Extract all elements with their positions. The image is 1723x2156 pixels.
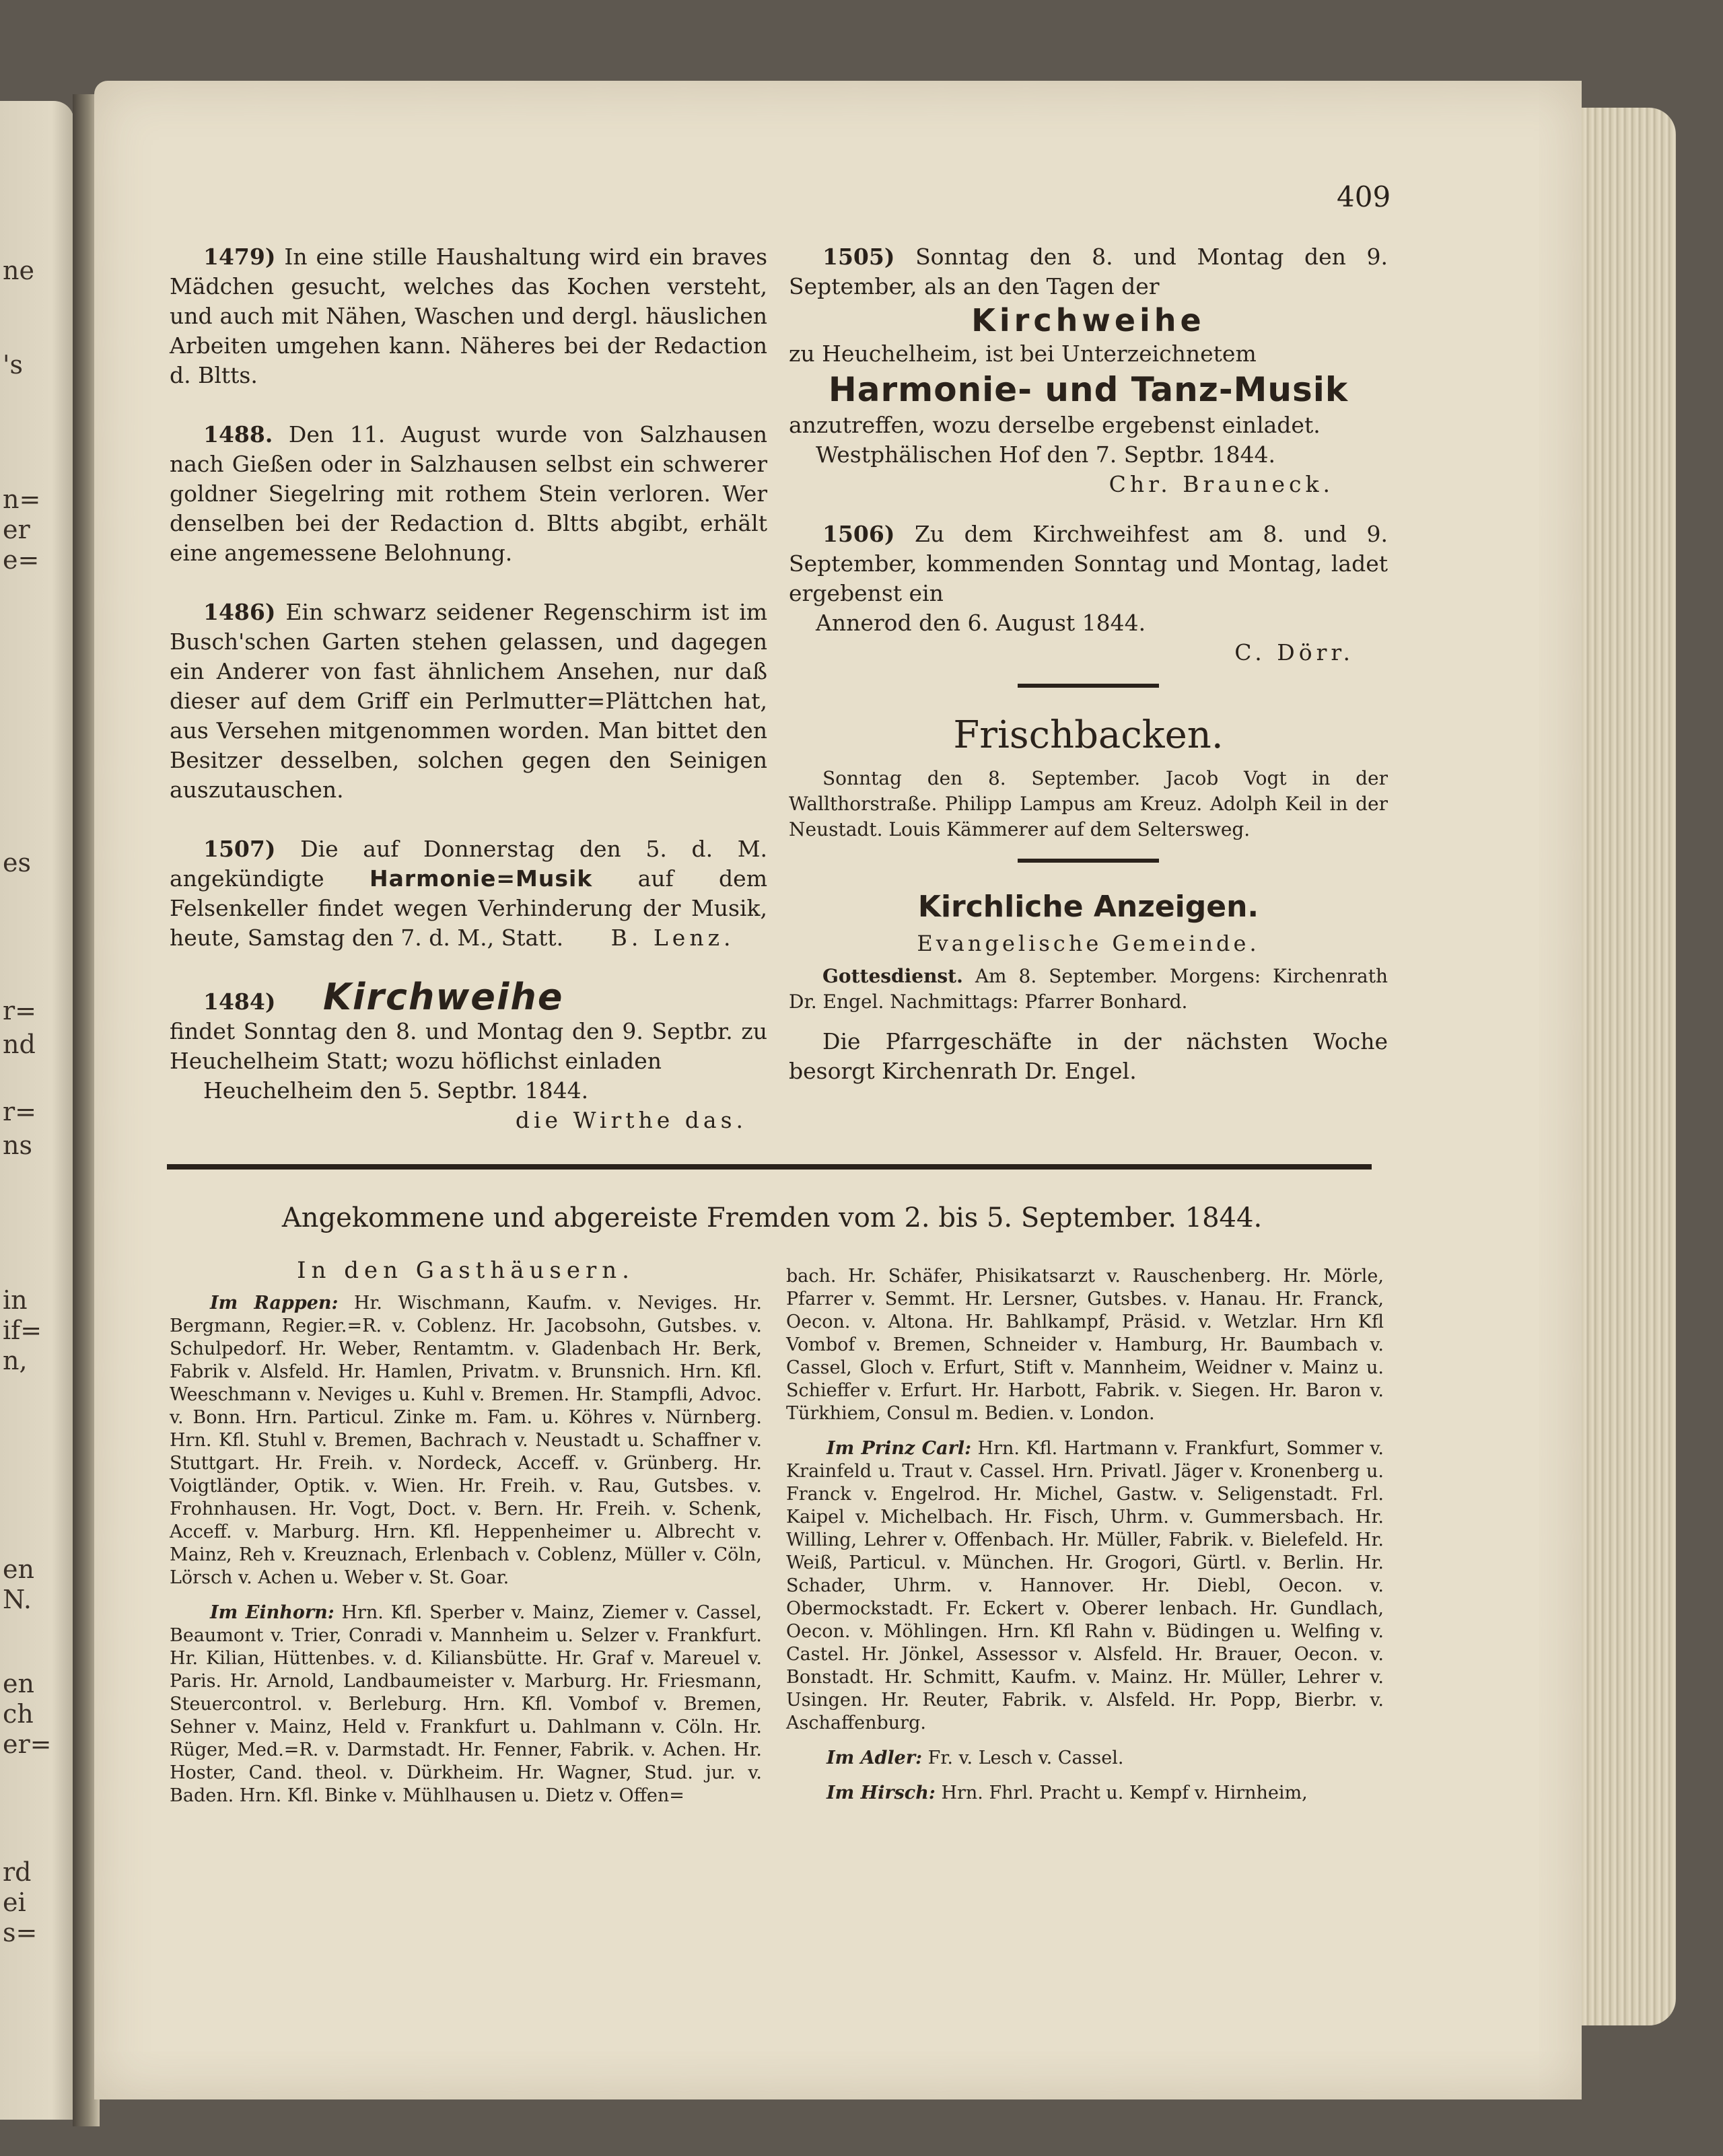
ad-text: In eine stille Haushaltung wird ein braves Mädchen gesucht, welches das Kochen versteht, und auch mit Nähen, Waschen und dergl. häuslichen Arbeiten umgehen kann. Näheres bei der Redaction d. Bltts.: [170, 244, 768, 388]
ad-signature: B. Lenz.: [610, 925, 735, 951]
left-fragment: ne: [3, 256, 34, 285]
left-fragment: en: [3, 1554, 34, 1584]
ad-heading: Kirchweihe: [322, 976, 564, 1018]
page-edges: [1575, 108, 1676, 2025]
ad-number: 1507): [203, 836, 276, 862]
ad-1505: [789, 242, 1388, 499]
arrivals-title: Angekommene und abgereiste Fremden vom 2. bis 5. September. 1844.: [281, 1202, 1263, 1233]
left-fragment: en: [3, 1669, 34, 1698]
section-title: Frischbacken.: [953, 713, 1224, 757]
inn-name: Im Einhorn:: [210, 1602, 335, 1623]
ad-1484: [170, 976, 767, 1135]
left-fragment: n=: [3, 484, 41, 514]
ad-text: Ein schwarz seidener Regenschirm ist im Busch'schen Garten stehen gelassen, und dagegen ein Anderer von fast ähnlichem Ansehen, nur daß dieser auf dem Griff ein Perlmutter=Plättchen hat, aus Versehen mitgenommen worden. Man bittet den Besitzer desselben, solchen gegen den Seinigen auszutauschen.: [170, 599, 767, 803]
ad-1488: [170, 420, 767, 568]
ad-place-date: Annerod den 6. August 1844.: [816, 610, 1146, 636]
left-fragment: er: [3, 515, 30, 544]
inn-entry: [170, 1602, 762, 1807]
inn-guests: Hrn. Fhrl. Pracht u. Kempf v. Hirnheim,: [941, 1783, 1308, 1803]
ad-signature: die Wirthe das.: [515, 1107, 747, 1133]
section-subtitle: Evangelische Gemeinde.: [917, 931, 1260, 956]
ad-1506: [789, 519, 1388, 668]
ad-place-date: Heuchelheim den 5. Septbr. 1844.: [203, 1077, 589, 1104]
left-fragment: es: [3, 848, 31, 877]
church-service: [789, 964, 1388, 1015]
left-fragment: er=: [3, 1729, 52, 1759]
church-note: Die Pfarrgeschäfte in der nächsten Woche besorgt Kirchenrath Dr. Engel.: [789, 1028, 1388, 1084]
inn-name: Im Hirsch:: [827, 1783, 936, 1803]
left-fragment: nd: [3, 1030, 36, 1059]
ad-text: Sonntag den 8. und Montag den 9. September, als an den Tagen der: [789, 244, 1388, 299]
ad-text: anzutreffen, wozu derselbe ergebenst einladet.: [789, 412, 1321, 438]
inn-entry: [786, 1747, 1384, 1770]
ad-place-date: Westphälischen Hof den 7. Septbr. 1844.: [816, 441, 1276, 468]
left-fragment: if=: [3, 1316, 42, 1345]
left-fragment: ns: [3, 1130, 32, 1160]
section-divider: [1018, 859, 1159, 863]
ad-number: 1505): [822, 244, 895, 270]
left-page-edge: [0, 101, 74, 2120]
ad-heading: Kirchweihe: [971, 302, 1205, 338]
ad-text: findet Sonntag den 8. und Montag den 9. Septbr. zu Heuchelheim Statt; wozu höflichst einladen: [170, 1018, 767, 1074]
ad-number: 1488.: [203, 421, 273, 447]
arrivals-left-column: [170, 1292, 762, 1820]
ad-signature: C. Dörr.: [1234, 639, 1354, 666]
section-text: Sonntag den 8. September. Jacob Vogt in der Wallthorstraße. Philipp Lampus am Kreuz. Adolph Keil in der Neustadt. Louis Kämmerer auf dem Seltersweg.: [789, 767, 1388, 840]
service-label: Gottesdienst.: [822, 965, 963, 987]
section-divider: [1018, 684, 1159, 688]
left-fragment: ei: [3, 1888, 26, 1917]
right-column: [789, 242, 1388, 1086]
inn-guests: Hr. Wischmann, Kaufm. v. Neviges. Hr. Bergmann, Regier.=R. v. Coblenz. Hr. Jacobsohn, Gutsbes. v. Schulpedorf. Hr. Weber, Rentamtm. v. Gladenbach Hr. Berk, Fabrik v. Alsfeld. Hr. Hamlen, Privatm. v. Brunsnich. Hrn. Kfl. Weeschmann v. Neviges u. Kuhl v. Bremen. Hr. Stampfli, Advoc. v. Bonn. Hrn. Particul. Zinke m. Fam. u. Köhres v. Nürnberg. Hrn. Kfl. Stuhl v. Bremen, Bachrach v. Neustadt u. Schaffner v. Stuttgart. Hr. Freih. v. Nordeck, Acceff. v. Grünberg. Hr. Voigtländer, Optik. v. Wien. Hr. Freih. v. Rau, Gutsbes. v. Frohnhausen. Hr. Vogt, Doct. v. Bern. Hr. Freih. v. Schenk, Acceff. v. Marburg. Hrn. Kfl. Heppenheimer u. Albrecht v. Mainz, Reh v. Kreuznach, Erlenbach v. Coblenz, Müller v. Cöln, Lörsch v. Achen u. Weber v. St. Goar.: [170, 1293, 762, 1588]
arrivals-subtitle: In den Gasthäusern.: [297, 1257, 635, 1284]
ad-emphasis: Harmonie=Musik: [370, 865, 593, 892]
ad-number: 1486): [203, 599, 276, 625]
inn-guests: Fr. v. Lesch v. Cassel.: [927, 1748, 1124, 1768]
frischbacken-section: [789, 712, 1388, 842]
ad-text: auf dem Felsenkeller findet wegen Verhinderung der Musik, heute, Samstag den 7. d. M., Statt.: [170, 865, 767, 951]
inn-guests: Hrn. Kfl. Hartmann v. Frankfurt, Sommer v. Krainfeld u. Traut v. Cassel. Hrn. Privatl. Jäger v. Kronenberg u. Franck v. Engelrod. Hr. Michel, Gastw. v. Seligenstadt. Frl. Kaipel v. Michelbach. Hr. Fisch, Uhrm. v. Gummersbach. Hr. Willing, Lehrer v. Offenbach. Hr. Müller, Fabrik. v. Bielefeld. Hr. Weiß, Particul. v. München. Hr. Grogori, Gürtl. v. Berlin. Hr. Schader, Uhrm. v. Hannover. Hr. Diebl, Oecon. v. Obermockstadt. Fr. Eckert v. Oberer lenbach. Hr. Gundlach, Oecon. v. Möhlingen. Hrn. Kfl Rahn v. Büdingen u. Welfing v. Castel. Hr. Jönkel, Assessor v. Alsfeld. Hr. Brauer, Oecon. v. Bonstadt. Hr. Schmitt, Kaufm. v. Mainz. Hr. Müller, Lehrer v. Usingen. Hr. Reuter, Fabrik. v. Alsfeld. Hr. Popp, Bierbr. v. Aschaffenburg.: [786, 1438, 1384, 1733]
inn-entry-continued: [786, 1265, 1384, 1425]
section-title: Kirchliche Anzeigen.: [917, 890, 1259, 924]
left-fragment: s=: [3, 1918, 38, 1947]
ad-1486: [170, 598, 767, 805]
inn-entry: [170, 1292, 762, 1589]
ad-text: zu Heuchelheim, ist bei Unterzeichnetem: [789, 340, 1257, 367]
left-column: [170, 242, 767, 1165]
inn-guests: bach. Hr. Schäfer, Phisikatsarzt v. Rauschenberg. Hr. Mörle, Pfarrer v. Semmt. Hr. Lersner, Gutsbes. v. Hanau. Hr. Franck, Oecon. v. Altona. Hr. Bahlkampf, Präsid. v. Wetzlar. Hrn Kfl Vombof v. Bremen, Schneider v. Hamburg, Hr. Baumbach v. Cassel, Gloch v. Erfurt, Stift v. Mannheim, Weidner v. Mainz u. Schieffer v. Erfurt. Hr. Harbott, Fabrik. v. Siegen. Hr. Baron v. Türkhiem, Consul m. Bedien. v. London.: [786, 1266, 1384, 1424]
ad-1479: [170, 242, 767, 390]
left-fragment: 's: [3, 350, 23, 380]
inn-name: Im Prinz Carl:: [827, 1438, 972, 1459]
left-fragment: r=: [3, 1097, 37, 1126]
left-fragment: N.: [3, 1585, 32, 1614]
page-number: 409: [1337, 180, 1391, 213]
ad-harmony-heading: Harmonie- und Tanz-Musik: [828, 370, 1349, 409]
inn-entry: [786, 1437, 1384, 1735]
ad-number: 1479): [203, 244, 276, 270]
ad-text: Die auf Donnerstag den 5. d. M. angekündigte: [170, 836, 767, 892]
service-text: Am 8. September. Morgens: Kirchenrath Dr. Engel. Nachmittags: Pfarrer Bonhard.: [789, 965, 1388, 1013]
ad-1507: [170, 834, 767, 953]
inn-name: Im Rappen:: [210, 1293, 339, 1314]
ad-number: 1506): [822, 521, 895, 547]
arrivals-right-column: [786, 1265, 1384, 1817]
left-fragment: e=: [3, 545, 40, 575]
left-fragment: rd: [3, 1857, 32, 1887]
ad-number: 1484): [203, 989, 276, 1015]
horizontal-rule: [167, 1164, 1372, 1170]
ad-text: Zu dem Kirchweihfest am 8. und 9. September, kommenden Sonntag und Montag, ladet ergebenst ein: [789, 521, 1388, 606]
left-fragment: in: [3, 1285, 28, 1315]
inn-entry: [786, 1782, 1384, 1805]
ad-signature: Chr. Brauneck.: [1109, 471, 1334, 497]
church-section: [789, 887, 1388, 1086]
left-fragment: ch: [3, 1699, 34, 1729]
left-fragment: n,: [3, 1346, 28, 1375]
inn-guests: Hrn. Kfl. Sperber v. Mainz, Ziemer v. Cassel, Beaumont v. Trier, Conradi v. Mannheim u. Selzer v. Frankfurt. Hr. Kilian, Hüttenbes. v. d. Kiliansbütte. Hr. Graf v. Mareuel v. Paris. Hr. Arnold, Landbaumeister v. Marburg. Hr. Friesmann, Steuercontrol. v. Berleburg. Hrn. Kfl. Vombof v. Bremen, Sehner v. Mainz, Held v. Frankfurt u. Dahlmann v. Cöln. Hr. Rüger, Med.=R. v. Darmstadt. Hr. Fenner, Fabrik. v. Achen. Hr. Hoster, Cand. theol. v. Dürkheim. Hr. Wagner, Stud. jur. v. Baden. Hrn. Kfl. Binke v. Mühlhausen u. Dietz v. Offen=: [170, 1602, 762, 1806]
left-fragment: r=: [3, 996, 37, 1026]
inn-name: Im Adler:: [827, 1748, 923, 1768]
ad-text: Den 11. August wurde von Salzhausen nach Gießen oder in Salzhausen selbst ein schwerer goldner Siegelring mit rothem Stein verloren. Wer denselben bei der Redaction d. Bltts abgibt, erhält eine angemessene Belohnung.: [170, 421, 767, 566]
